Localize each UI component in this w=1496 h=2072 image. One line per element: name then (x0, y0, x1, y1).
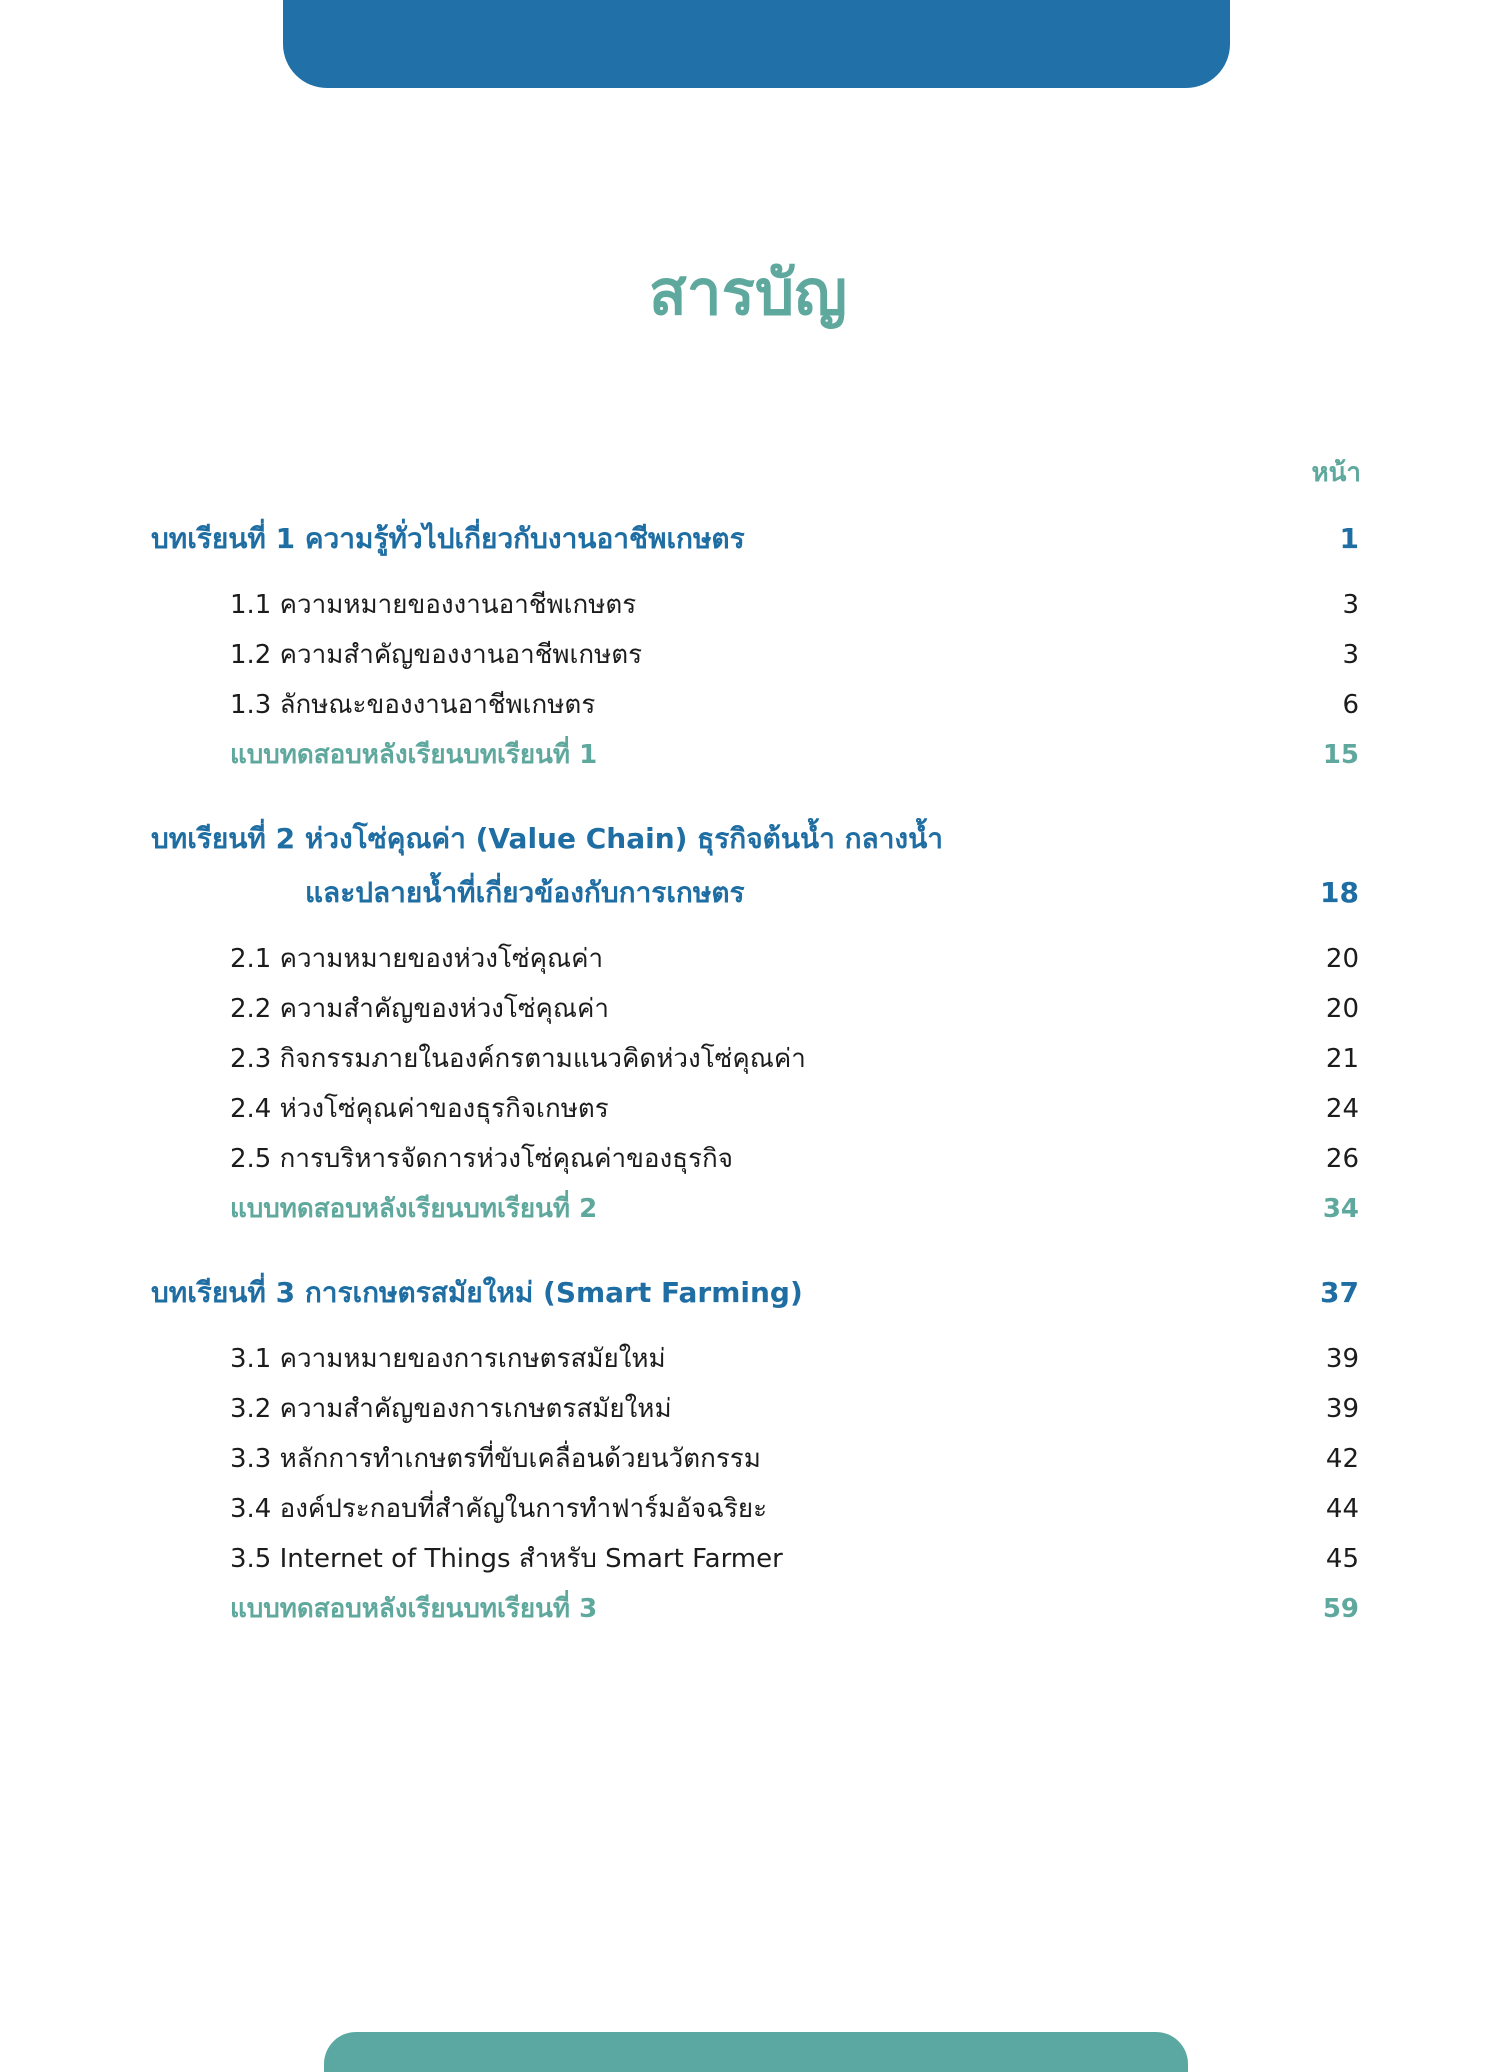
chapter-title-continued: และปลายน้ำที่เกี่ยวข้องกับการเกษตร (305, 876, 745, 909)
item-page-number: 44 (1325, 1494, 1359, 1524)
item-label: 2.5 การบริหารจัดการห่วงโซ่คุณค่าของธุรกิจ (230, 1144, 733, 1174)
footer-band (324, 2032, 1188, 2072)
item-label: 1.1 ความหมายของงานอาชีพเกษตร (230, 590, 637, 620)
item-label: 3.3 หลักการทำเกษตรที่ขับเคลื่อนด้วยนวัตกรรม (230, 1444, 761, 1474)
toc-quiz-1[interactable] (0, 735, 1496, 775)
toc-item[interactable] (0, 1439, 1496, 1479)
quiz-label: แบบทดสอบหลังเรียนบทเรียนที่ 2 (230, 1194, 598, 1224)
toc-item[interactable] (0, 685, 1496, 725)
chapter-page-number: 18 (1320, 876, 1359, 909)
toc-chapter-2-continued[interactable] (0, 873, 1496, 913)
item-label: 3.2 ความสำคัญของการเกษตรสมัยใหม่ (230, 1394, 672, 1424)
quiz-label: แบบทดสอบหลังเรียนบทเรียนที่ 1 (230, 740, 598, 770)
item-page-number: 3 (1342, 590, 1359, 620)
quiz-label: แบบทดสอบหลังเรียนบทเรียนที่ 3 (230, 1594, 598, 1624)
chapter-title: บทเรียนที่ 2 ห่วงโซ่คุณค่า (Value Chain) ธุรกิจต้นน้ำ กลางน้ำ (151, 822, 943, 855)
item-page-number: 39 (1325, 1394, 1359, 1424)
item-page-number: 20 (1325, 994, 1359, 1024)
item-label: 2.1 ความหมายของห่วงโซ่คุณค่า (230, 944, 604, 974)
toc-item[interactable] (0, 1139, 1496, 1179)
item-label: 1.3 ลักษณะของงานอาชีพเกษตร (230, 690, 596, 720)
item-page-number: 45 (1325, 1544, 1359, 1574)
toc-chapter-2[interactable] (0, 819, 1496, 859)
chapter-title: บทเรียนที่ 1 ความรู้ทั่วไปเกี่ยวกับงานอาชีพเกษตร (151, 522, 745, 555)
item-label: 1.2 ความสำคัญของงานอาชีพเกษตร (230, 640, 643, 670)
header-band (283, 0, 1230, 88)
toc-item[interactable] (0, 989, 1496, 1029)
toc-item[interactable] (0, 1339, 1496, 1379)
item-label: 3.1 ความหมายของการเกษตรสมัยใหม่ (230, 1344, 666, 1374)
toc-quiz-3[interactable] (0, 1589, 1496, 1629)
toc-item[interactable] (0, 1389, 1496, 1429)
item-page-number: 20 (1325, 944, 1359, 974)
chapter-title: บทเรียนที่ 3 การเกษตรสมัยใหม่ (Smart Farming) (151, 1276, 803, 1309)
toc-item[interactable] (0, 1539, 1496, 1579)
item-page-number: 24 (1325, 1094, 1359, 1124)
toc-item[interactable] (0, 635, 1496, 675)
item-label: 2.3 กิจกรรมภายในองค์กรตามแนวคิดห่วงโซ่คุณค่า (230, 1044, 806, 1074)
chapter-page-number: 1 (1339, 522, 1359, 555)
item-label: 2.2 ความสำคัญของห่วงโซ่คุณค่า (230, 994, 609, 1024)
quiz-page-number: 59 (1322, 1594, 1359, 1624)
item-page-number: 39 (1325, 1344, 1359, 1374)
item-page-number: 42 (1325, 1444, 1359, 1474)
page-title: สารบัญ (648, 256, 848, 329)
quiz-page-number: 34 (1322, 1194, 1359, 1224)
toc-chapter-3[interactable] (0, 1273, 1496, 1313)
item-page-number: 3 (1342, 640, 1359, 670)
item-label: 3.4 องค์ประกอบที่สำคัญในการทำฟาร์มอัจฉริยะ (230, 1494, 768, 1524)
item-page-number: 6 (1342, 690, 1359, 720)
chapter-page-number: 37 (1320, 1276, 1359, 1309)
page-column-header: หน้า (1311, 458, 1361, 488)
item-page-number: 21 (1325, 1044, 1359, 1074)
toc-quiz-2[interactable] (0, 1189, 1496, 1229)
toc-item[interactable] (0, 1489, 1496, 1529)
item-label: 2.4 ห่วงโซ่คุณค่าของธุรกิจเกษตร (230, 1094, 609, 1124)
toc-item[interactable] (0, 939, 1496, 979)
toc-chapter-1[interactable] (0, 519, 1496, 559)
item-label: 3.5 Internet of Things สำหรับ Smart Farmer (230, 1544, 783, 1574)
toc-item[interactable] (0, 1039, 1496, 1079)
quiz-page-number: 15 (1322, 740, 1359, 770)
toc-item[interactable] (0, 585, 1496, 625)
toc-item[interactable] (0, 1089, 1496, 1129)
item-page-number: 26 (1325, 1144, 1359, 1174)
